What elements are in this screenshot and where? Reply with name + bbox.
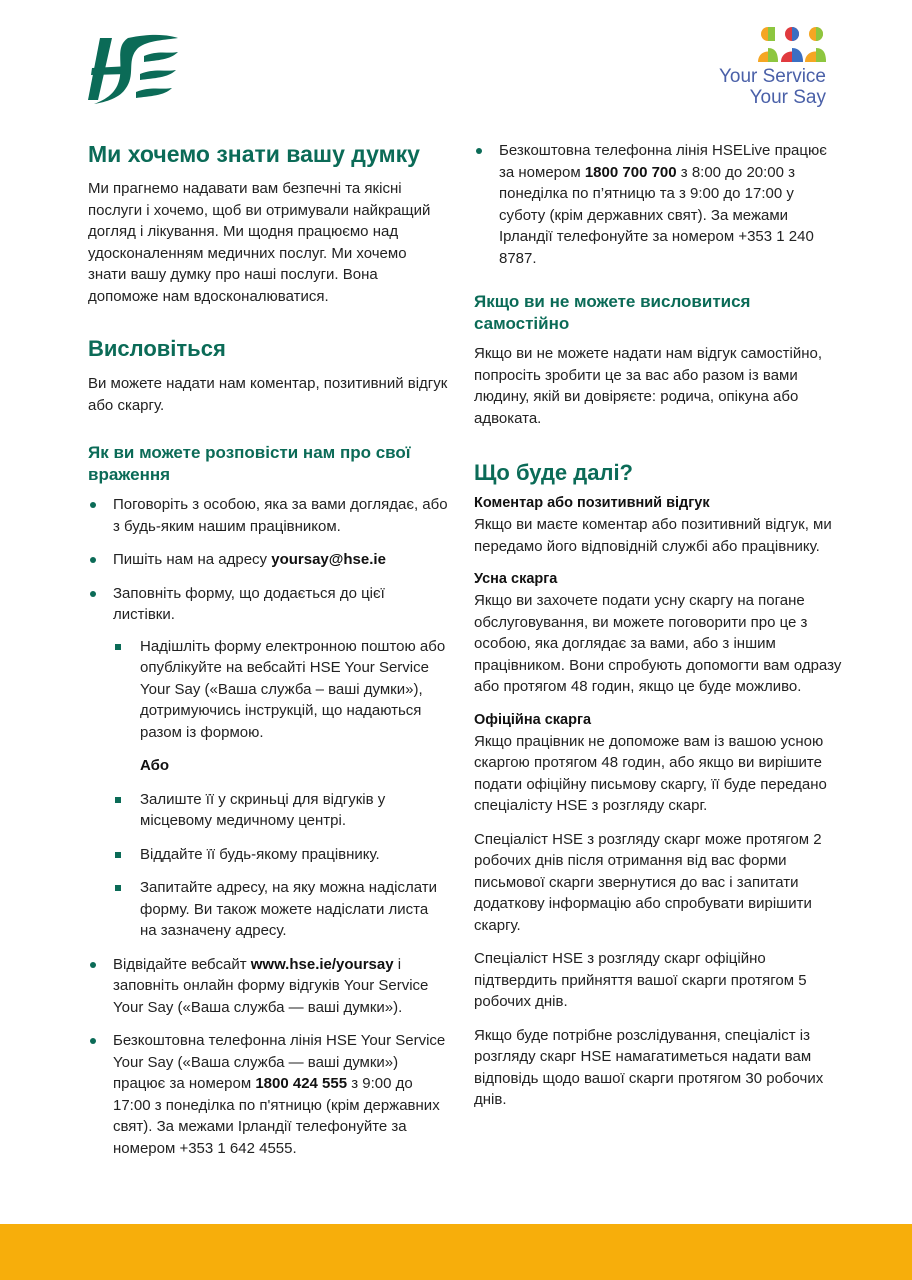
email-prefix: Пишіть нам на адресу bbox=[113, 551, 272, 568]
how-to-tell-heading: Як ви можете розповісти нам про свої враження bbox=[88, 443, 411, 484]
phone-prefix: Безкоштовна телефонна лінія HSE Your Service Your Say («Ваша служба — ваші думки») працює за номером bbox=[113, 1032, 446, 1092]
talk-text: Поговоріть з особою, яка за вами доглядає, або з будь-яким нашим працівником. bbox=[113, 496, 448, 535]
website-suffix: і заповніть онлайн форму відгуків Your Service Your Say («Ваша служба — ваші думки»). bbox=[113, 955, 429, 1016]
list-item-email bbox=[88, 549, 448, 571]
email-link[interactable]: yoursay@hse.ie bbox=[271, 551, 386, 568]
form-options-list-2 bbox=[113, 789, 448, 942]
oral-complaint-heading: Усна скарга bbox=[474, 571, 558, 587]
hse-logo-icon bbox=[86, 30, 186, 106]
website-link[interactable]: www.hse.ie/yoursay bbox=[250, 955, 394, 973]
speak-up-text: Ви можете надати нам коментар, позитивний відгук або скаргу. bbox=[88, 375, 448, 414]
phone-number[interactable]: 1800 424 555 bbox=[255, 1075, 348, 1092]
list-item-ask-address: Запитайте адресу, на яку можна надіслати форму. Ви також можете надіслати листа на зазначену адресу. bbox=[113, 877, 448, 942]
hselive-list bbox=[474, 140, 844, 269]
comment-text: Якщо ви маєте коментар або позитивний відгук, ми передамо його відповідній службі або працівнику. bbox=[474, 516, 832, 555]
people-group-icon bbox=[758, 26, 826, 62]
speak-up-heading: Висловіться bbox=[88, 336, 226, 361]
form-text: Заповніть форму, що додається до цієї листівки. bbox=[113, 584, 385, 623]
cant-speak-text: Якщо ви не можете надати нам відгук самостійно, попросіть зробити це за вас або разом із вами людину, якій ви довіряєте: родича, опікуна або адвоката. bbox=[474, 345, 823, 427]
list-item-send-form: Надішліть форму електронною поштою або опублікуйте на вебсайті HSE Your Service Your Say («Ваша служба – ваші думки»), дотримуючись інструкцій, що надаються разом із формою. bbox=[113, 636, 448, 744]
list-item-feedback-box: Залиште її у скриньці для відгуків у місцевому медичному центрі. bbox=[113, 789, 448, 832]
your-service-your-say-logo bbox=[712, 26, 832, 112]
right-column bbox=[474, 140, 844, 1111]
list-item-talk bbox=[88, 494, 448, 537]
or-label: Або bbox=[140, 757, 170, 774]
page-title: Ми хочемо знати вашу думку bbox=[88, 141, 420, 167]
list-item-website bbox=[88, 954, 448, 1019]
hselive-suffix: з 8:00 до 20:00 з понеділка по п’ятницю та з 9:00 до 17:00 у суботу (крім державних свят). За межами Ірландії телефонуйте за номером +353 1 240 8787. bbox=[499, 163, 814, 267]
list-item-hselive bbox=[474, 140, 844, 269]
website-prefix: Відвідайте вебсайт bbox=[113, 955, 251, 973]
form-options-list bbox=[113, 636, 448, 744]
formal-complaint-p4: Якщо буде потрібне розслідування, спеціаліст із розгляду скарг HSE намагатиметься надати вам відповідь щодо вашої скарги протягом 30 робочих днів. bbox=[474, 1026, 824, 1108]
formal-complaint-text: Якщо працівник не допоможе вам із вашою усною скаргою протягом 48 годин, або якщо ви вирішите подати офіційну письмову скаргу, її буде передано спеціалісту HSE з розгляду скарг. bbox=[474, 732, 827, 814]
formal-complaint-p3: Спеціаліст HSE з розгляду скарг офіційно підтвердить прийняття вашої скарги протягом 5 робочих днів. bbox=[474, 950, 807, 1010]
formal-complaint-p2: Спеціаліст HSE з розгляду скарг може протягом 2 робочих днів після отримання від вас форми письмової скарги звернутися до вас і запитати додаткову інформацію або спробувати вирішити скаргу. bbox=[474, 830, 822, 934]
hselive-prefix: Безкоштовна телефонна лінія HSELive працює за номером bbox=[499, 142, 827, 181]
cant-speak-heading: Якщо ви не можете висловитися самостійно bbox=[474, 292, 751, 333]
ways-list bbox=[88, 494, 448, 1159]
whats-next-heading: Що буде далі? bbox=[474, 460, 633, 485]
ysys-line-2: Your Say bbox=[749, 87, 826, 108]
formal-complaint-heading: Офіційна скарга bbox=[474, 711, 592, 728]
list-item-form bbox=[88, 583, 448, 942]
footer-bar bbox=[0, 1224, 912, 1280]
intro-paragraph: Ми прагнемо надавати вам безпечні та якісні послуги і хочемо, щоб ви отримували найкращий догляд і лікування. Ми щодня працюємо над удосконаленням медичних послуг. Ми хочемо знати вашу думку про наші послуги. Вона допоможе нам вдосконалюватися. bbox=[88, 180, 431, 305]
list-item-give-staff: Віддайте її будь-якому працівнику. bbox=[113, 844, 448, 866]
hse-logo bbox=[86, 30, 186, 106]
comment-heading: Коментар або позитивний відгук bbox=[474, 495, 710, 511]
left-column bbox=[88, 140, 448, 1171]
phone-suffix: з 9:00 до 17:00 з понеділка по п'ятницю (крім державних свят). За межами Ірландії телефонуйте за номером +353 1 642 4555. bbox=[113, 1075, 440, 1157]
hselive-number[interactable]: 1800 700 700 bbox=[584, 163, 677, 181]
ysys-wordmark bbox=[719, 66, 826, 108]
ysys-line-1: Your Service bbox=[718, 66, 826, 87]
list-item-phone bbox=[88, 1030, 448, 1159]
oral-complaint-text: Якщо ви захочете подати усну скаргу на погане обслуговування, ви можете поговорити про це з особою, яка доглядає за вами, або з іншим працівником. Вони спробують допомогти вам одразу або протягом 48 годин, якщо це буде можливо. bbox=[474, 592, 842, 695]
